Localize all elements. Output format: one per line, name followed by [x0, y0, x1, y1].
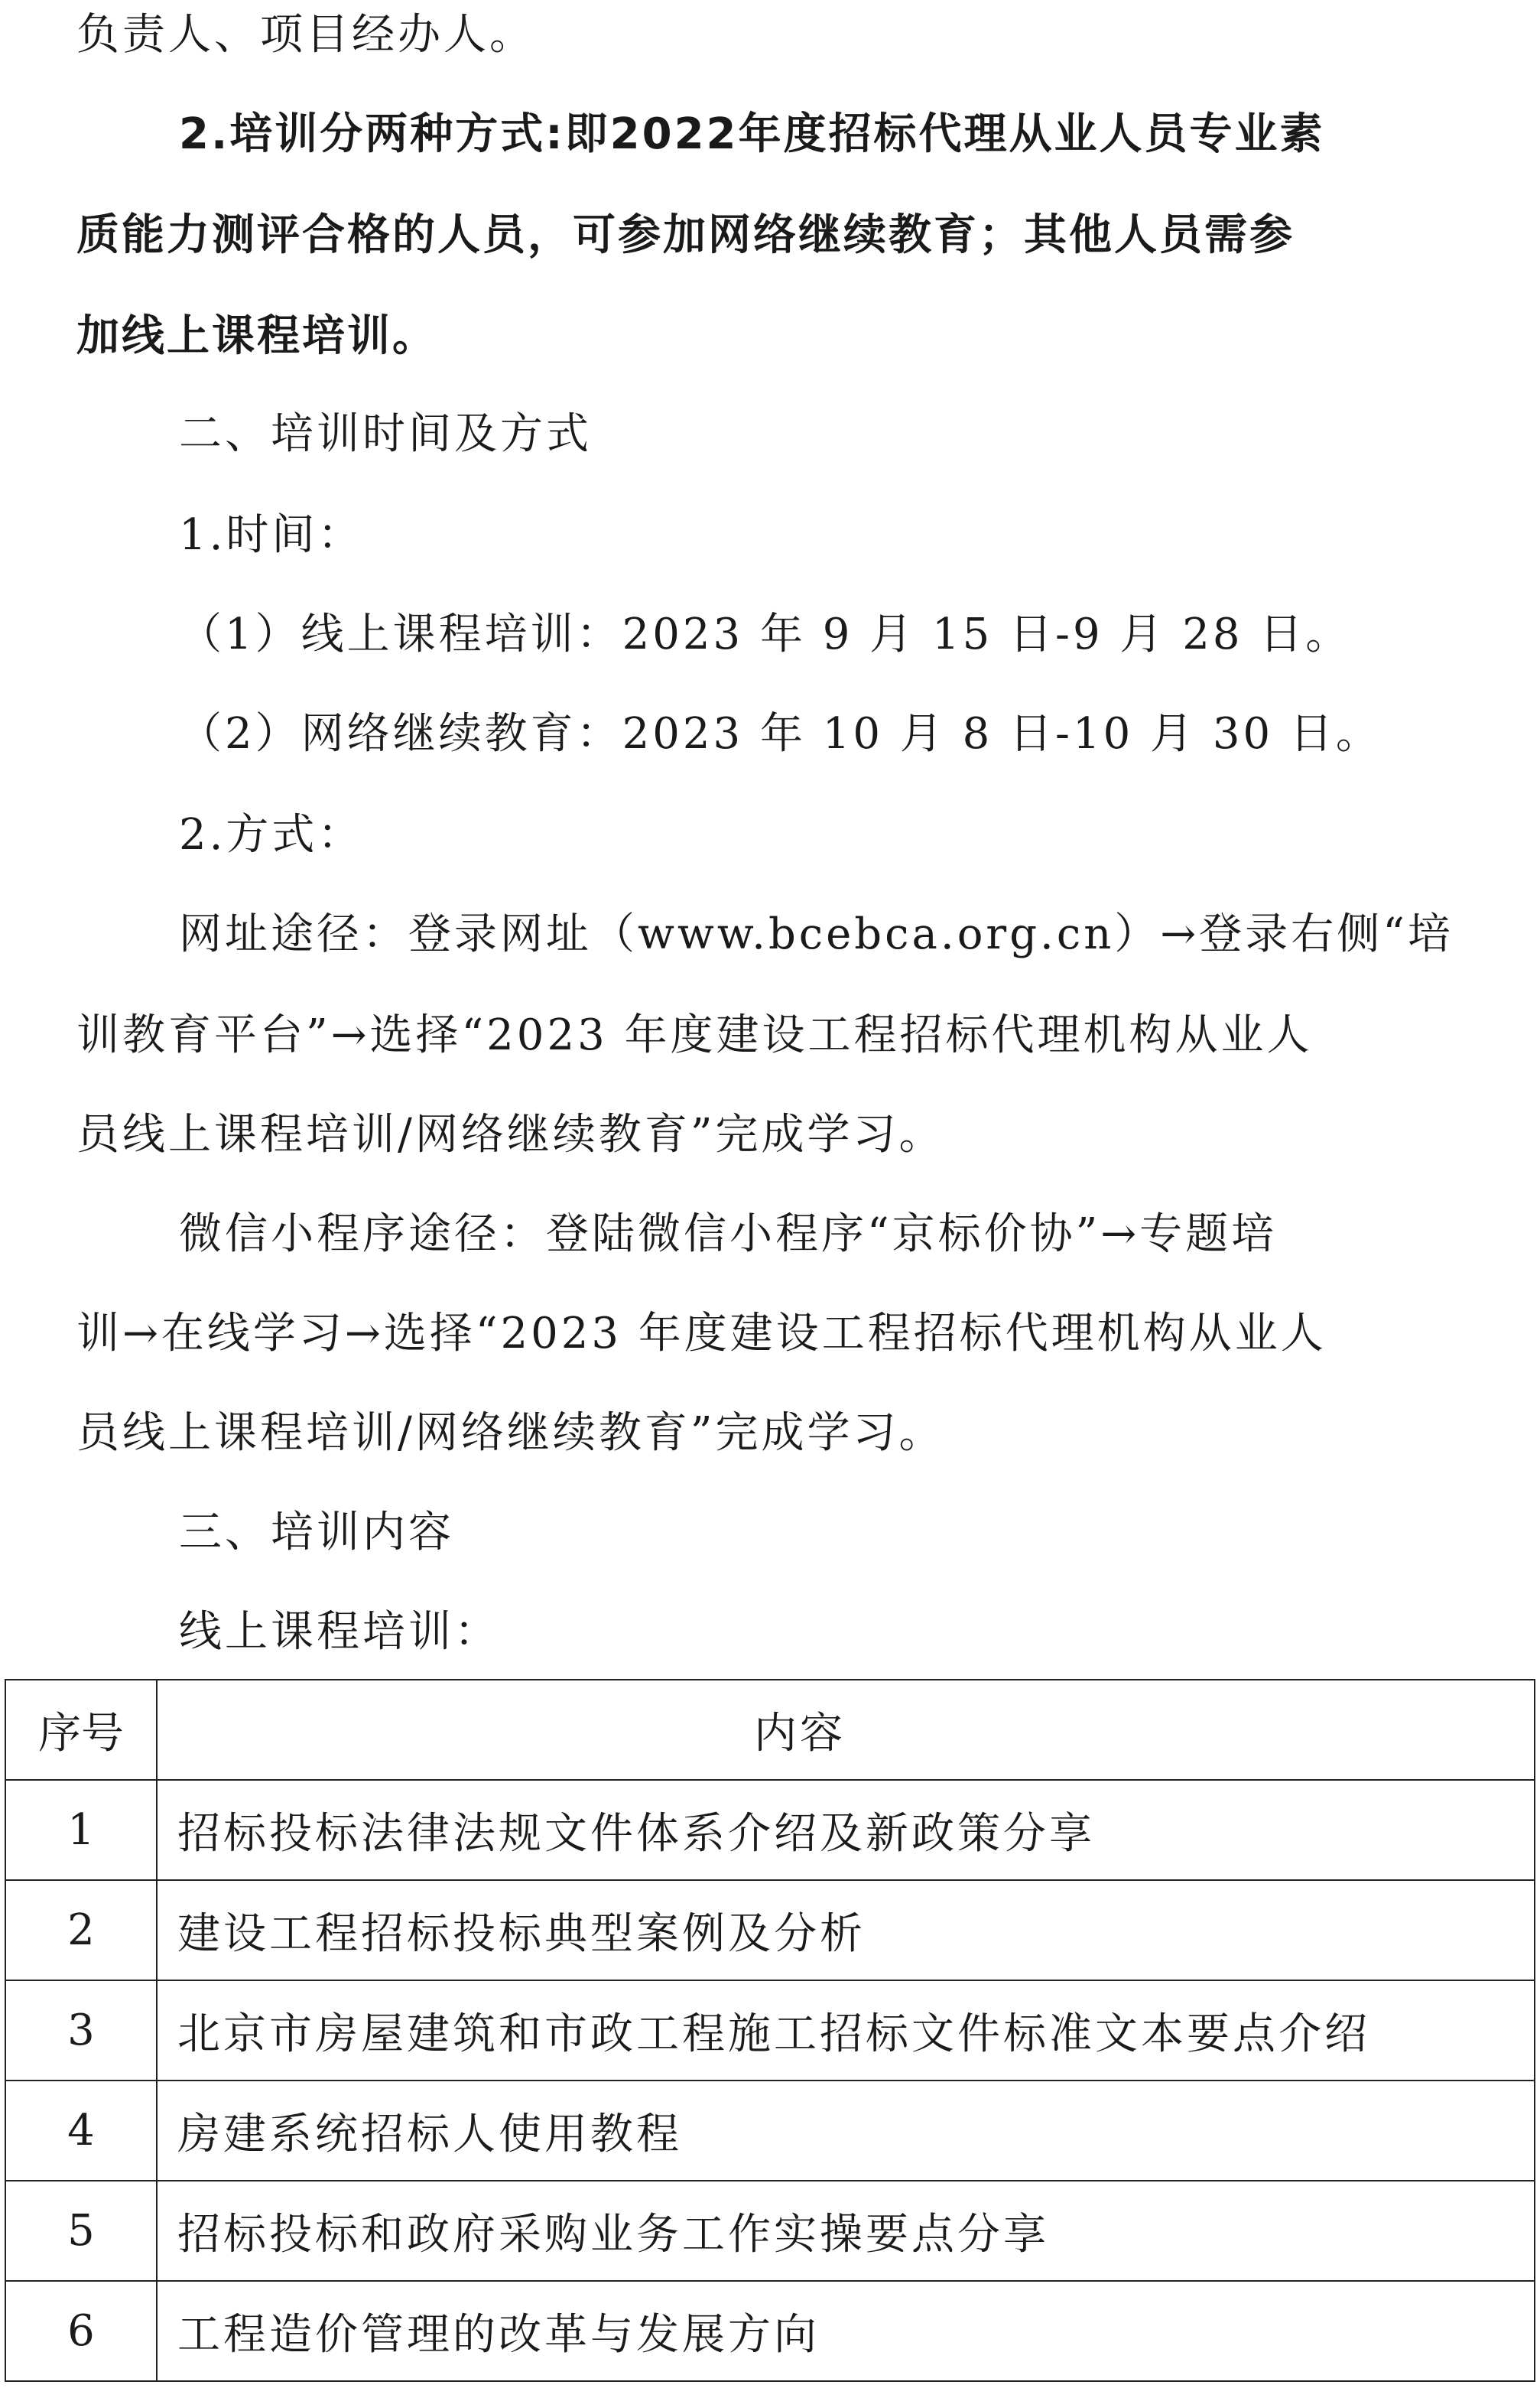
header-cell-content: 内容 — [157, 1680, 1535, 1780]
paragraph-line: 2.培训分两种方式:即2022年度招标代理从业人员专业素 — [179, 109, 1325, 159]
subheading: 线上课程培训： — [179, 1607, 500, 1657]
row-number: 4 — [5, 2081, 157, 2181]
section-heading: 三、培训内容 — [179, 1508, 454, 1557]
table-row — [5, 1980, 1535, 2081]
paragraph-line: 员线上课程培训/网络继续教育”完成学习。 — [76, 1408, 945, 1458]
row-content: 招标投标法律法规文件体系介绍及新政策分享 — [157, 1780, 1535, 1880]
row-content: 北京市房屋建筑和市政工程施工招标文件标准文本要点介绍 — [157, 1980, 1535, 2081]
table-row — [5, 2181, 1535, 2281]
table-row — [5, 2281, 1535, 2381]
row-content: 工程造价管理的改革与发展方向 — [157, 2281, 1535, 2381]
table-row — [5, 1780, 1535, 1880]
paragraph-line: 员线上课程培训/网络继续教育”完成学习。 — [76, 1110, 945, 1160]
paragraph-line: 质能力测评合格的人员，可参加网络继续教育；其他人员需参 — [76, 210, 1295, 260]
row-number: 3 — [5, 1980, 157, 2081]
table-row — [5, 2081, 1535, 2181]
paragraph-line: 训教育平台”→选择“2023 年度建设工程招标代理机构从业人 — [76, 1010, 1313, 1060]
row-content: 建设工程招标投标典型案例及分析 — [157, 1880, 1535, 1980]
row-number: 6 — [5, 2281, 157, 2381]
paragraph-line: 加线上课程培训。 — [76, 311, 437, 361]
header-cell-no: 序号 — [5, 1680, 157, 1780]
subheading: 2.方式： — [179, 810, 364, 860]
paragraph-line: 网址途径：登录网址（www.bcebca.org.cn）→登录右侧“培 — [179, 909, 1454, 959]
row-content: 房建系统招标人使用教程 — [157, 2081, 1535, 2181]
course-table — [5, 1679, 1535, 2382]
row-number: 5 — [5, 2181, 157, 2281]
paragraph-line: 负责人、项目经办人。 — [76, 10, 535, 60]
paragraph-line: （1）线上课程培训：2023 年 9 月 15 日-9 月 28 日。 — [179, 610, 1352, 659]
paragraph-line: 训→在线学习→选择“2023 年度建设工程招标代理机构从业人 — [76, 1309, 1327, 1358]
row-number: 2 — [5, 1880, 157, 1980]
paragraph-line: （2）网络继续教育：2023 年 10 月 8 日-10 月 30 日。 — [179, 709, 1382, 759]
table-header-row — [5, 1680, 1535, 1780]
row-content: 招标投标和政府采购业务工作实操要点分享 — [157, 2181, 1535, 2281]
section-heading: 二、培训时间及方式 — [179, 409, 592, 459]
subheading: 1.时间： — [179, 510, 364, 560]
row-number: 1 — [5, 1780, 157, 1880]
table-row — [5, 1880, 1535, 1980]
paragraph-line: 微信小程序途径：登陆微信小程序“京标价协”→专题培 — [179, 1209, 1278, 1259]
